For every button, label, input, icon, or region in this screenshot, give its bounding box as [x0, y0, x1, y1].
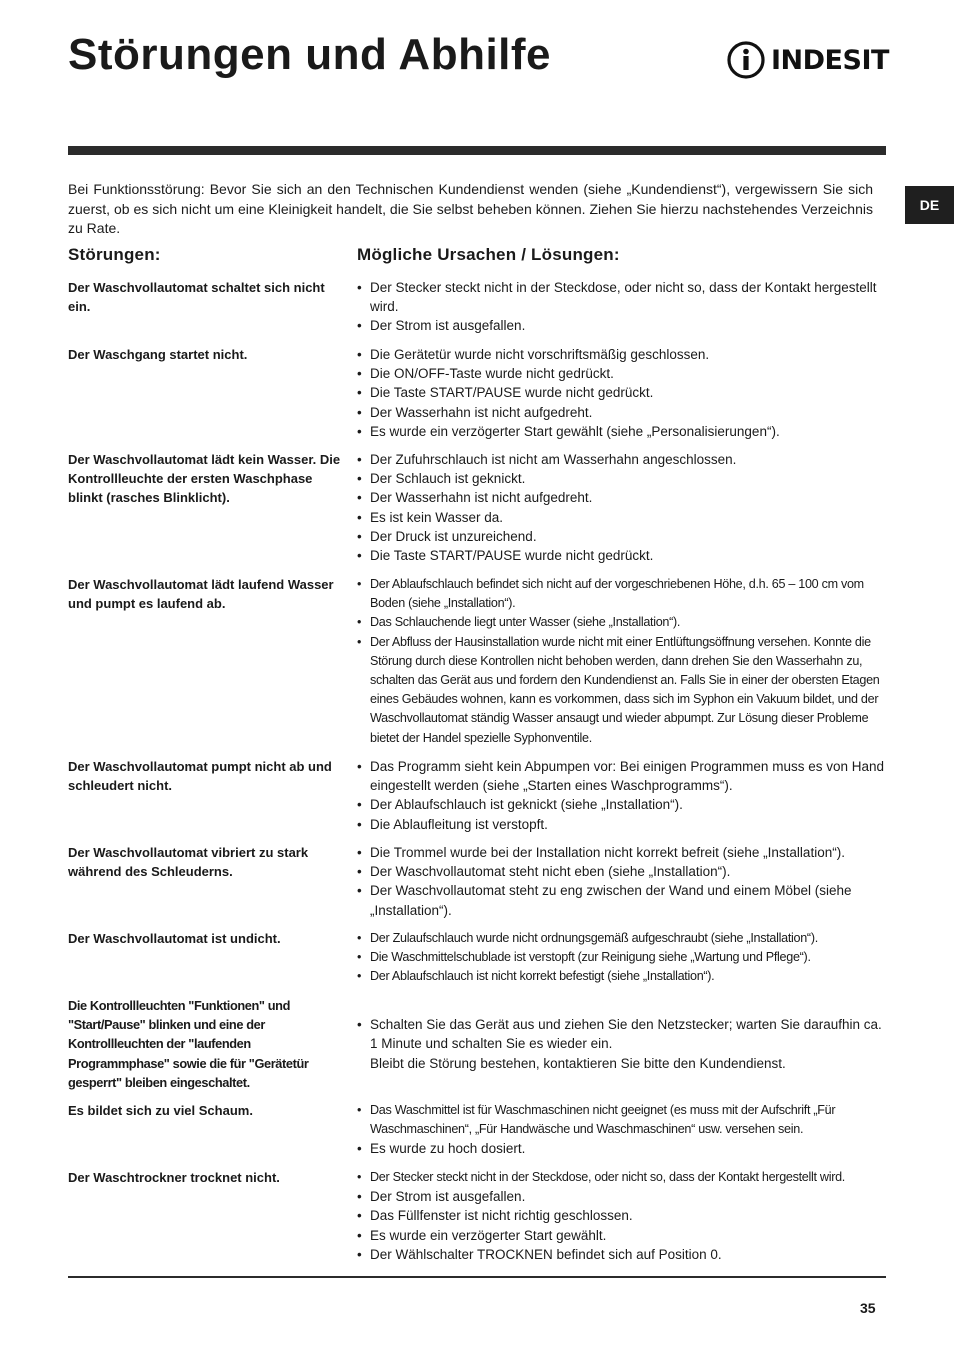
problem-text: Es bildet sich zu viel Schaum. [68, 1103, 253, 1118]
problem-text: Der Waschvollautomat lädt laufend Wasser und pumpt es laufend ab. [68, 577, 334, 612]
solution-item: • Es wurde ein verzögerter Start gewählt (siehe „Personalisierungen“). [357, 422, 887, 441]
solution-list [357, 757, 887, 834]
solution-item: • Die ON/OFF-Taste wurde nicht gedrückt. [357, 364, 887, 383]
solution-item: • Die Trommel wurde bei der Installation nicht korrekt befreit (siehe „Installation“). [357, 843, 887, 862]
solution-item: • Das Waschmittel ist für Waschmaschinen nicht geeignet (es muss mit der Aufschrift „Für Waschmaschinen“, „Für Handwäsche und Waschmaschinen“ usw. versehen sein. [357, 1101, 887, 1139]
solution-item: • Der Wählschalter TROCKNEN befindet sich auf Position 0. [357, 1245, 887, 1264]
solution-item: • Die Waschmittelschublade ist verstopft (zur Reinigung siehe „Wartung und Pflege“). [357, 948, 887, 967]
solution-item: • Der Ablaufschlauch ist geknickt (siehe „Installation“). [357, 795, 887, 814]
intro-paragraph: Bei Funktionsstörung: Bevor Sie sich an den Technischen Kundendienst wenden (siehe „Kundendienst“), vergewissern Sie sich zuerst, ob es sich nicht um eine Kleinigkeit handelt, die Sie selbst beheben können. Ziehen Sie hierzu nachstehendes Verzeichnis zu Rate. [68, 181, 873, 236]
solutions-heading: Mögliche Ursachen / Lösungen: [357, 245, 620, 264]
solution-list [357, 278, 887, 336]
solution-list [357, 843, 887, 920]
indesit-logo-icon [726, 40, 766, 80]
brand-name: INDESIT [771, 44, 889, 76]
solution-item: • Der Zulaufschlauch wurde nicht ordnungsgemäß aufgeschraubt (siehe „Installation“). [357, 929, 887, 948]
problem-text: Der Waschvollautomat pumpt nicht ab und schleudert nicht. [68, 759, 332, 794]
solution-item: • Der Waschvollautomat steht zu eng zwischen der Wand und einem Möbel (siehe „Installation“). [357, 881, 887, 919]
solution-list [357, 450, 887, 565]
language-tab: DE [905, 186, 954, 224]
solution-item: • Der Schlauch ist geknickt. [357, 469, 887, 488]
solution-item: • Der Waschvollautomat steht nicht eben (siehe „Installation“). [357, 862, 887, 881]
solution-item: • Die Ablaufleitung ist verstopft. [357, 815, 887, 834]
solution-item: • Der Abfluss der Hausinstallation wurde nicht mit einer Entlüftungsöffnung versehen. Konnte die Störung durch diese Kontrollen nicht behoben werden, dann drehen Sie den Wasserhahn zu, schalten das Gerät aus und fordern den Kundendienst an. Falls Sie in einer der obersten Etagen eines Gebäudes wohnen, kann es vorkommen, dass sich im Syphon ein Vakuum bildet, und der Waschvollautomat ständig Wasser ansaugt und wieder abpumpt. Zur Lösung dieser Probleme bietet der Handel spezielle Syphonventile. [357, 633, 887, 748]
solution-item: • Der Druck ist unzureichend. [357, 527, 887, 546]
problem-text: Der Waschgang startet nicht. [68, 347, 248, 362]
solution-item: • Der Strom ist ausgefallen. [357, 316, 887, 335]
problem-text: Der Waschvollautomat vibriert zu stark während des Schleuderns. [68, 845, 309, 880]
solution-list [357, 996, 887, 1092]
solution-item: • Der Ablaufschlauch befindet sich nicht auf der vorgeschriebenen Höhe, d.h. 65 – 100 cm vom Boden (siehe „Installation“). [357, 575, 887, 613]
problem-text: Der Waschvollautomat ist undicht. [68, 931, 281, 946]
indesit-logo [726, 40, 889, 80]
solution-list [357, 929, 887, 987]
problem-text: Der Waschvollautomat lädt kein Wasser. Die Kontrollleuchte der ersten Waschphase blinkt (rasches Blinklicht). [68, 452, 341, 506]
solution-item: • Das Schlauchende liegt unter Wasser (siehe „Installation“). [357, 613, 887, 632]
solution-item: • Es wurde zu hoch dosiert. [357, 1139, 887, 1158]
problem-text: Die Kontrollleuchten "Funktionen" und "Start/Pause" blinken und eine der Kontrollleuchten der "laufenden Programmphase" sowie die für "Gerätetür gesperrt" bleiben eingeschaltet. [68, 998, 309, 1090]
solution-item: • Der Zufuhrschlauch ist nicht am Wasserhahn angeschlossen. [357, 450, 887, 469]
bottom-divider [68, 1276, 886, 1278]
solution-item: • Schalten Sie das Gerät aus und ziehen Sie den Netzstecker; warten Sie daraufhin ca. 1 Minute und schalten Sie es wieder ein. Bleibt die Störung bestehen, kontaktieren Sie bitte den Kundendienst. [357, 1015, 887, 1073]
solution-item: • Der Stecker steckt nicht in der Steckdose, oder nicht so, dass der Kontakt hergestellt wird. [357, 278, 887, 316]
solution-item: • Es ist kein Wasser da. [357, 508, 887, 527]
solution-list [357, 345, 887, 441]
solution-item: • Die Gerätetür wurde nicht vorschriftsmäßig geschlossen. [357, 345, 887, 364]
solution-list [357, 1168, 887, 1264]
solution-list [357, 1101, 887, 1159]
solution-item: • Der Strom ist ausgefallen. [357, 1187, 887, 1206]
page-title: Störungen und Abhilfe [68, 30, 552, 79]
solution-item: • Das Programm sieht kein Abpumpen vor: Bei einigen Programmen muss es von Hand eingestellt werden (siehe „Starten eines Waschprogramms“). [357, 757, 887, 795]
solution-item: • Das Füllfenster ist nicht richtig geschlossen. [357, 1206, 887, 1225]
solution-item: • Der Ablaufschlauch ist nicht korrekt befestigt (siehe „Installation“). [357, 967, 887, 986]
solution-item: • Es wurde ein verzögerter Start gewählt. [357, 1226, 887, 1245]
solution-item: • Der Wasserhahn ist nicht aufgedreht. [357, 488, 887, 507]
title-divider [68, 146, 886, 155]
solution-item: • Der Stecker steckt nicht in der Steckdose, oder nicht so, dass der Kontakt hergestellt wird. [357, 1168, 887, 1187]
solution-list [357, 575, 887, 748]
solution-item: • Die Taste START/PAUSE wurde nicht gedrückt. [357, 383, 887, 402]
problem-text: Der Waschtrockner trocknet nicht. [68, 1170, 280, 1185]
solution-item: • Der Wasserhahn ist nicht aufgedreht. [357, 403, 887, 422]
solution-item: • Die Taste START/PAUSE wurde nicht gedrückt. [357, 546, 887, 565]
problems-heading: Störungen: [68, 245, 161, 264]
page-number: 35 [860, 1300, 876, 1316]
problem-text: Der Waschvollautomat schaltet sich nicht ein. [68, 280, 325, 315]
